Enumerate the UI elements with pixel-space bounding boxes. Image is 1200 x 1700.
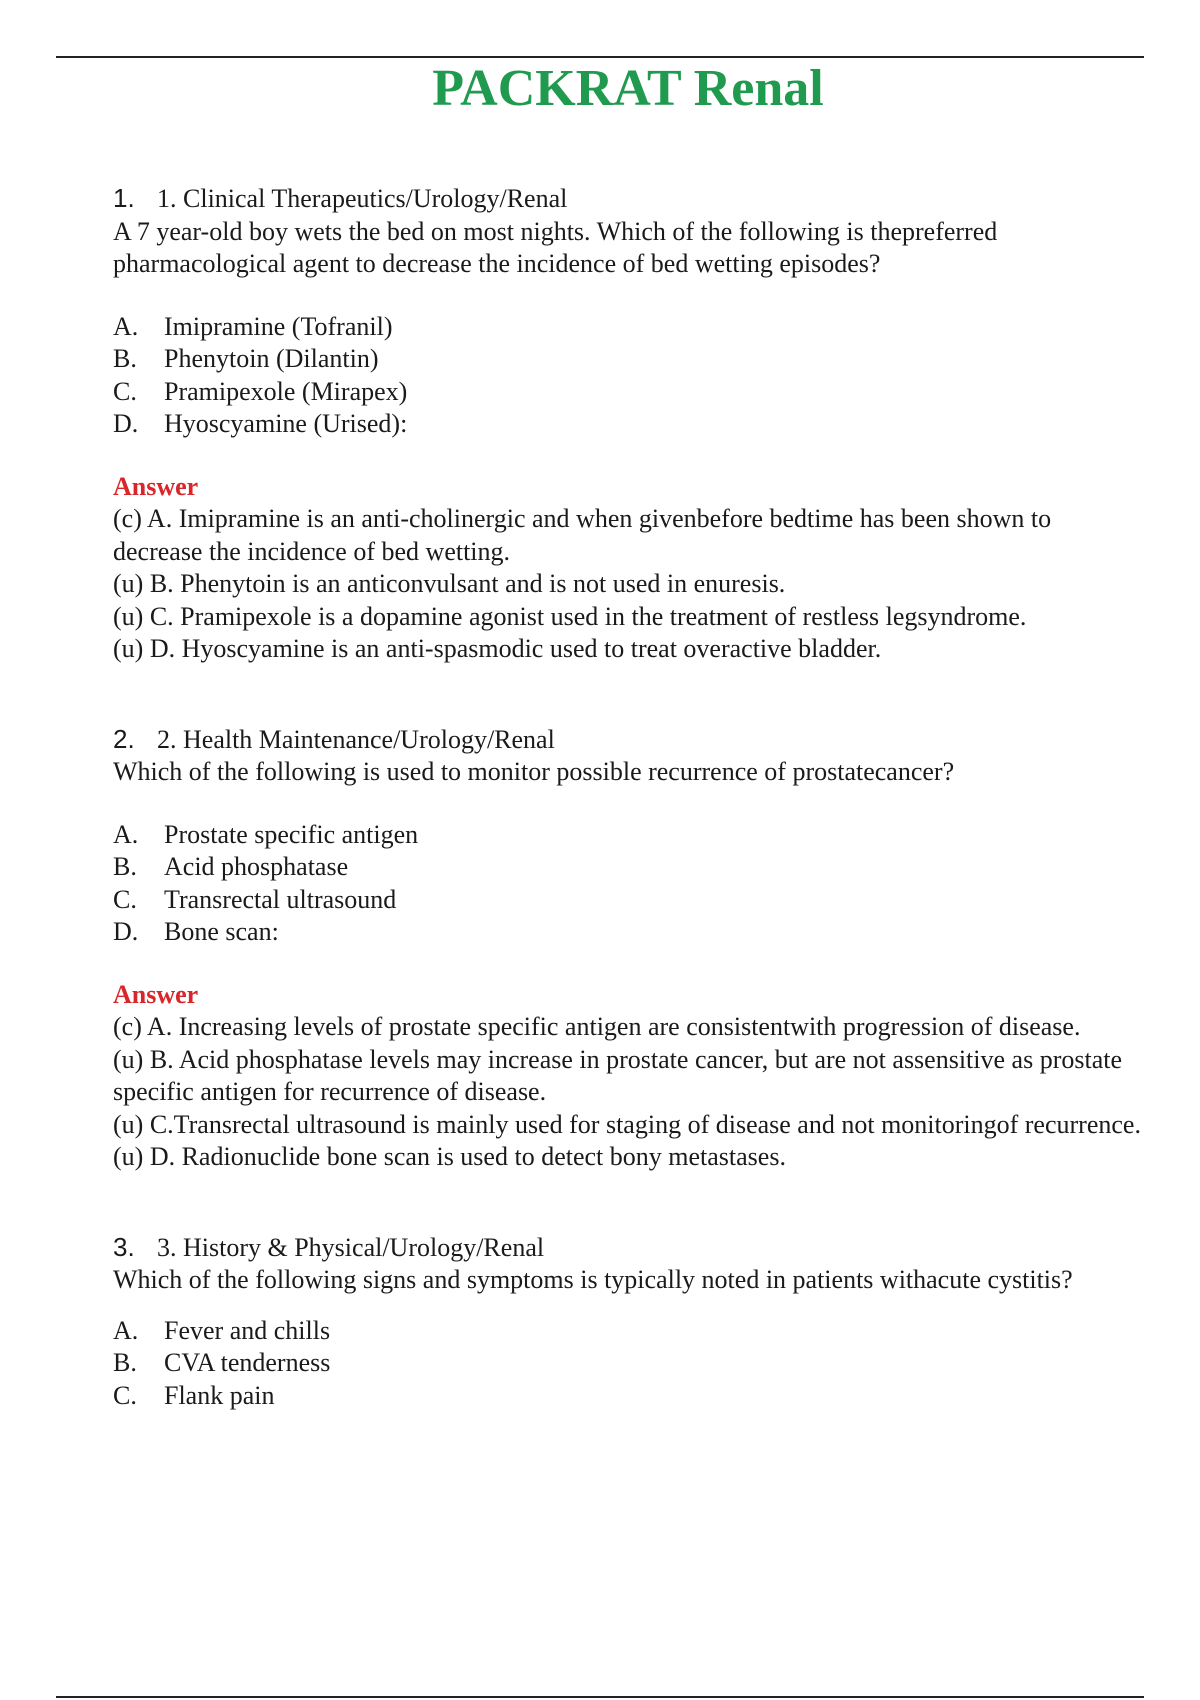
- question-number: 3.: [113, 1231, 135, 1262]
- option-item: [113, 916, 1143, 949]
- option-letter: B.: [113, 344, 137, 373]
- question-text: Which of the following is used to monitor possible recurrence of prostatecancer?: [113, 757, 955, 786]
- page-title: PACKRAT Renal: [432, 60, 824, 117]
- question-number: 2.: [113, 723, 135, 754]
- question-list: [113, 182, 1143, 1412]
- option-item: [113, 408, 1143, 441]
- explanation: (u) B. Acid phosphatase levels may increase in prostate cancer, but are not assensitive as prostate specific antigen for recurrence of disease.: [113, 1044, 1123, 1106]
- question-header: [113, 1231, 1143, 1265]
- explanation: (u) B. Phenytoin is an anticonvulsant and is not used in enuresis.: [113, 569, 786, 598]
- question-header: [113, 723, 1143, 757]
- option-letter: A.: [113, 1315, 139, 1345]
- explanation: (u) D. Radionuclide bone scan is used to detect bony metastases.: [113, 1142, 786, 1171]
- answer-block: [113, 979, 1143, 1174]
- option-item: [113, 343, 1143, 376]
- question-3: [113, 1231, 1143, 1413]
- answer-label: Answer: [113, 979, 199, 1009]
- option-text: Imipramine (Tofranil): [164, 311, 393, 341]
- answer-label: Answer: [113, 471, 199, 501]
- question-category: 2. Health Maintenance/Urology/Renal: [157, 724, 555, 754]
- option-text: Flank pain: [164, 1380, 275, 1410]
- question-text: Which of the following signs and symptoms is typically noted in patients withacute cystitis?: [113, 1265, 1073, 1294]
- option-item: [113, 851, 1143, 884]
- question-2: [113, 723, 1143, 1174]
- question-category: 3. History & Physical/Urology/Renal: [157, 1232, 545, 1262]
- question-number: 1.: [113, 183, 135, 213]
- option-item: [113, 1380, 1143, 1413]
- option-text: CVA tenderness: [164, 1348, 331, 1377]
- question-header: [113, 182, 1143, 216]
- option-text: Hyoscyamine (Urised):: [164, 409, 408, 438]
- explanation: (u) D. Hyoscyamine is an anti-spasmodic used to treat overactive bladder.: [113, 634, 882, 663]
- explanation: (u) C. Pramipexole is a dopamine agonist used in the treatment of restless legsyndrome.: [113, 601, 1027, 631]
- option-letter: A.: [113, 311, 139, 341]
- option-letter: D.: [113, 409, 139, 438]
- option-letter: B.: [113, 1348, 137, 1377]
- option-item: [113, 884, 1143, 917]
- option-letter: C.: [113, 884, 137, 914]
- option-item: [113, 1315, 1143, 1348]
- explanation: (c) A. Imipramine is an anti-cholinergic and when givenbefore bedtime has been shown to decrease the incidence of bed wetting.: [113, 504, 1052, 566]
- option-text: Prostate specific antigen: [164, 819, 419, 849]
- option-text: Phenytoin (Dilantin): [164, 344, 379, 373]
- option-letter: A.: [113, 819, 139, 849]
- explanation: (u) C.Transrectal ultrasound is mainly used for staging of disease and not monitoringof recurrence.: [113, 1109, 1141, 1139]
- question-text: A 7 year-old boy wets the bed on most nights. Which of the following is thepreferred pharmacological agent to decrease the incidence of bed wetting episodes?: [113, 216, 998, 278]
- question-1: [113, 182, 1143, 666]
- bottom-rule: [56, 1696, 1144, 1698]
- option-list: [113, 1315, 1143, 1413]
- option-letter: D.: [113, 917, 139, 946]
- option-letter: C.: [113, 1380, 137, 1410]
- option-list: [113, 819, 1143, 949]
- option-item: [113, 311, 1143, 344]
- option-text: Bone scan:: [164, 917, 279, 946]
- option-letter: C.: [113, 376, 137, 406]
- option-letter: B.: [113, 852, 137, 881]
- answer-block: [113, 471, 1143, 666]
- option-text: Pramipexole (Mirapex): [164, 376, 408, 406]
- option-list: [113, 311, 1143, 441]
- question-category: 1. Clinical Therapeutics/Urology/Renal: [157, 184, 568, 213]
- option-text: Fever and chills: [164, 1315, 331, 1345]
- explanation: (c) A. Increasing levels of prostate specific antigen are consistentwith progression of disease.: [113, 1012, 1081, 1041]
- option-text: Transrectal ultrasound: [164, 884, 397, 914]
- option-text: Acid phosphatase: [164, 852, 349, 881]
- option-item: [113, 819, 1143, 852]
- option-item: [113, 376, 1143, 409]
- option-item: [113, 1347, 1143, 1380]
